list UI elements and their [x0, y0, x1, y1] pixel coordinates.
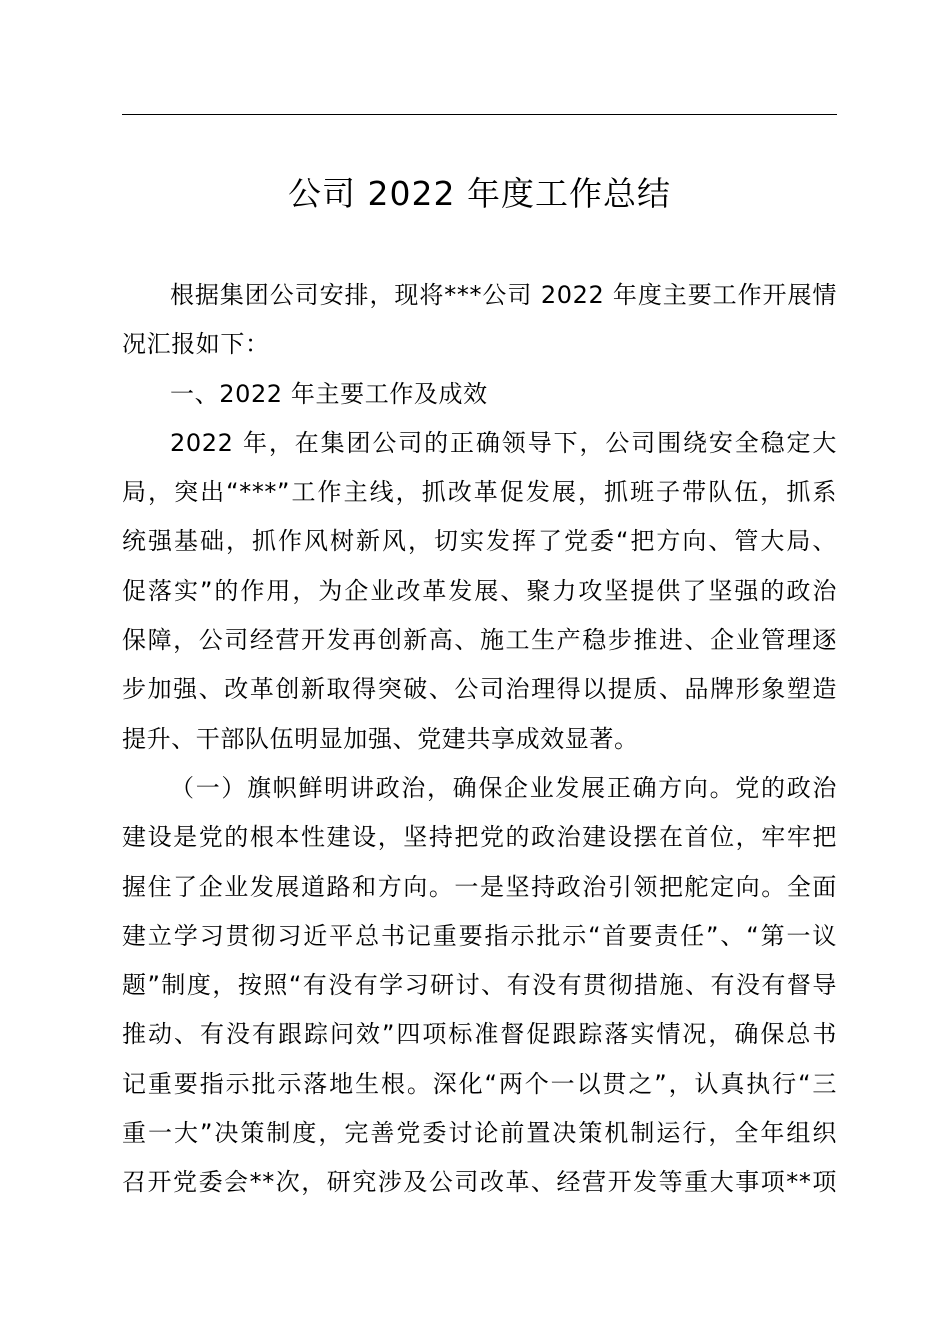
text-line: 促落实”的作用，为企业改革发展、聚力攻坚提供了坚强的政治 — [122, 576, 837, 605]
paragraph-intro — [122, 271, 837, 370]
text-line: 根据集团公司安排，现将***公司 2022 年度主要工作开展情 — [170, 281, 837, 309]
text-line: （一）旗帜鲜明讲政治，确保企业发展正确方向。党的政治 — [170, 773, 837, 802]
text-line: 局，突出“***”工作主线，抓改革促发展，抓班子带队伍，抓系 — [122, 478, 837, 507]
text-line: 提升、干部队伍明显加强、党建共享成效显著。 — [122, 724, 639, 753]
text-line: 保障，公司经营开发再创新高、施工生产稳步推进、企业管理逐 — [122, 626, 837, 655]
paragraph-politics — [122, 764, 837, 1208]
text-line: 建设是党的根本性建设，坚持把党的政治建设摆在首位，牢牢把 — [122, 823, 837, 852]
text-line: 建立学习贯彻习近平总书记重要指示批示“首要责任”、“第一议 — [122, 921, 837, 950]
header-rule — [122, 114, 837, 115]
paragraph-overview — [122, 419, 837, 764]
document-title: 公司 2022 年度工作总结 — [288, 174, 671, 213]
text-line: 一、2022 年主要工作及成效 — [170, 379, 488, 408]
text-line: 2022 年，在集团公司的正确领导下，公司围绕安全稳定大 — [170, 428, 837, 457]
document-body — [122, 271, 837, 1208]
text-line: 重一大”决策制度，完善党委讨论前置决策机制运行，全年组织 — [122, 1119, 837, 1148]
text-line: 记重要指示批示落地生根。深化“两个一以贯之”，认真执行“三 — [122, 1069, 837, 1098]
text-line: 召开党委会**次，研究涉及公司改革、经营开发等重大事项**项 — [122, 1168, 837, 1197]
text-line: 推动、有没有跟踪问效”四项标准督促跟踪落实情况，确保总书 — [122, 1020, 837, 1049]
text-line: 握住了企业发展道路和方向。一是坚持政治引领把舵定向。全面 — [122, 872, 837, 901]
text-line: 步加强、改革创新取得突破、公司治理得以提质、品牌形象塑造 — [122, 675, 837, 704]
section-heading — [122, 370, 837, 419]
text-line: 况汇报如下： — [122, 330, 270, 359]
text-line: 统强基础，抓作风树新风，切实发挥了党委“把方向、管大局、 — [122, 527, 837, 556]
text-line: 题”制度，按照“有没有学习研讨、有没有贯彻措施、有没有督导 — [122, 971, 837, 1000]
